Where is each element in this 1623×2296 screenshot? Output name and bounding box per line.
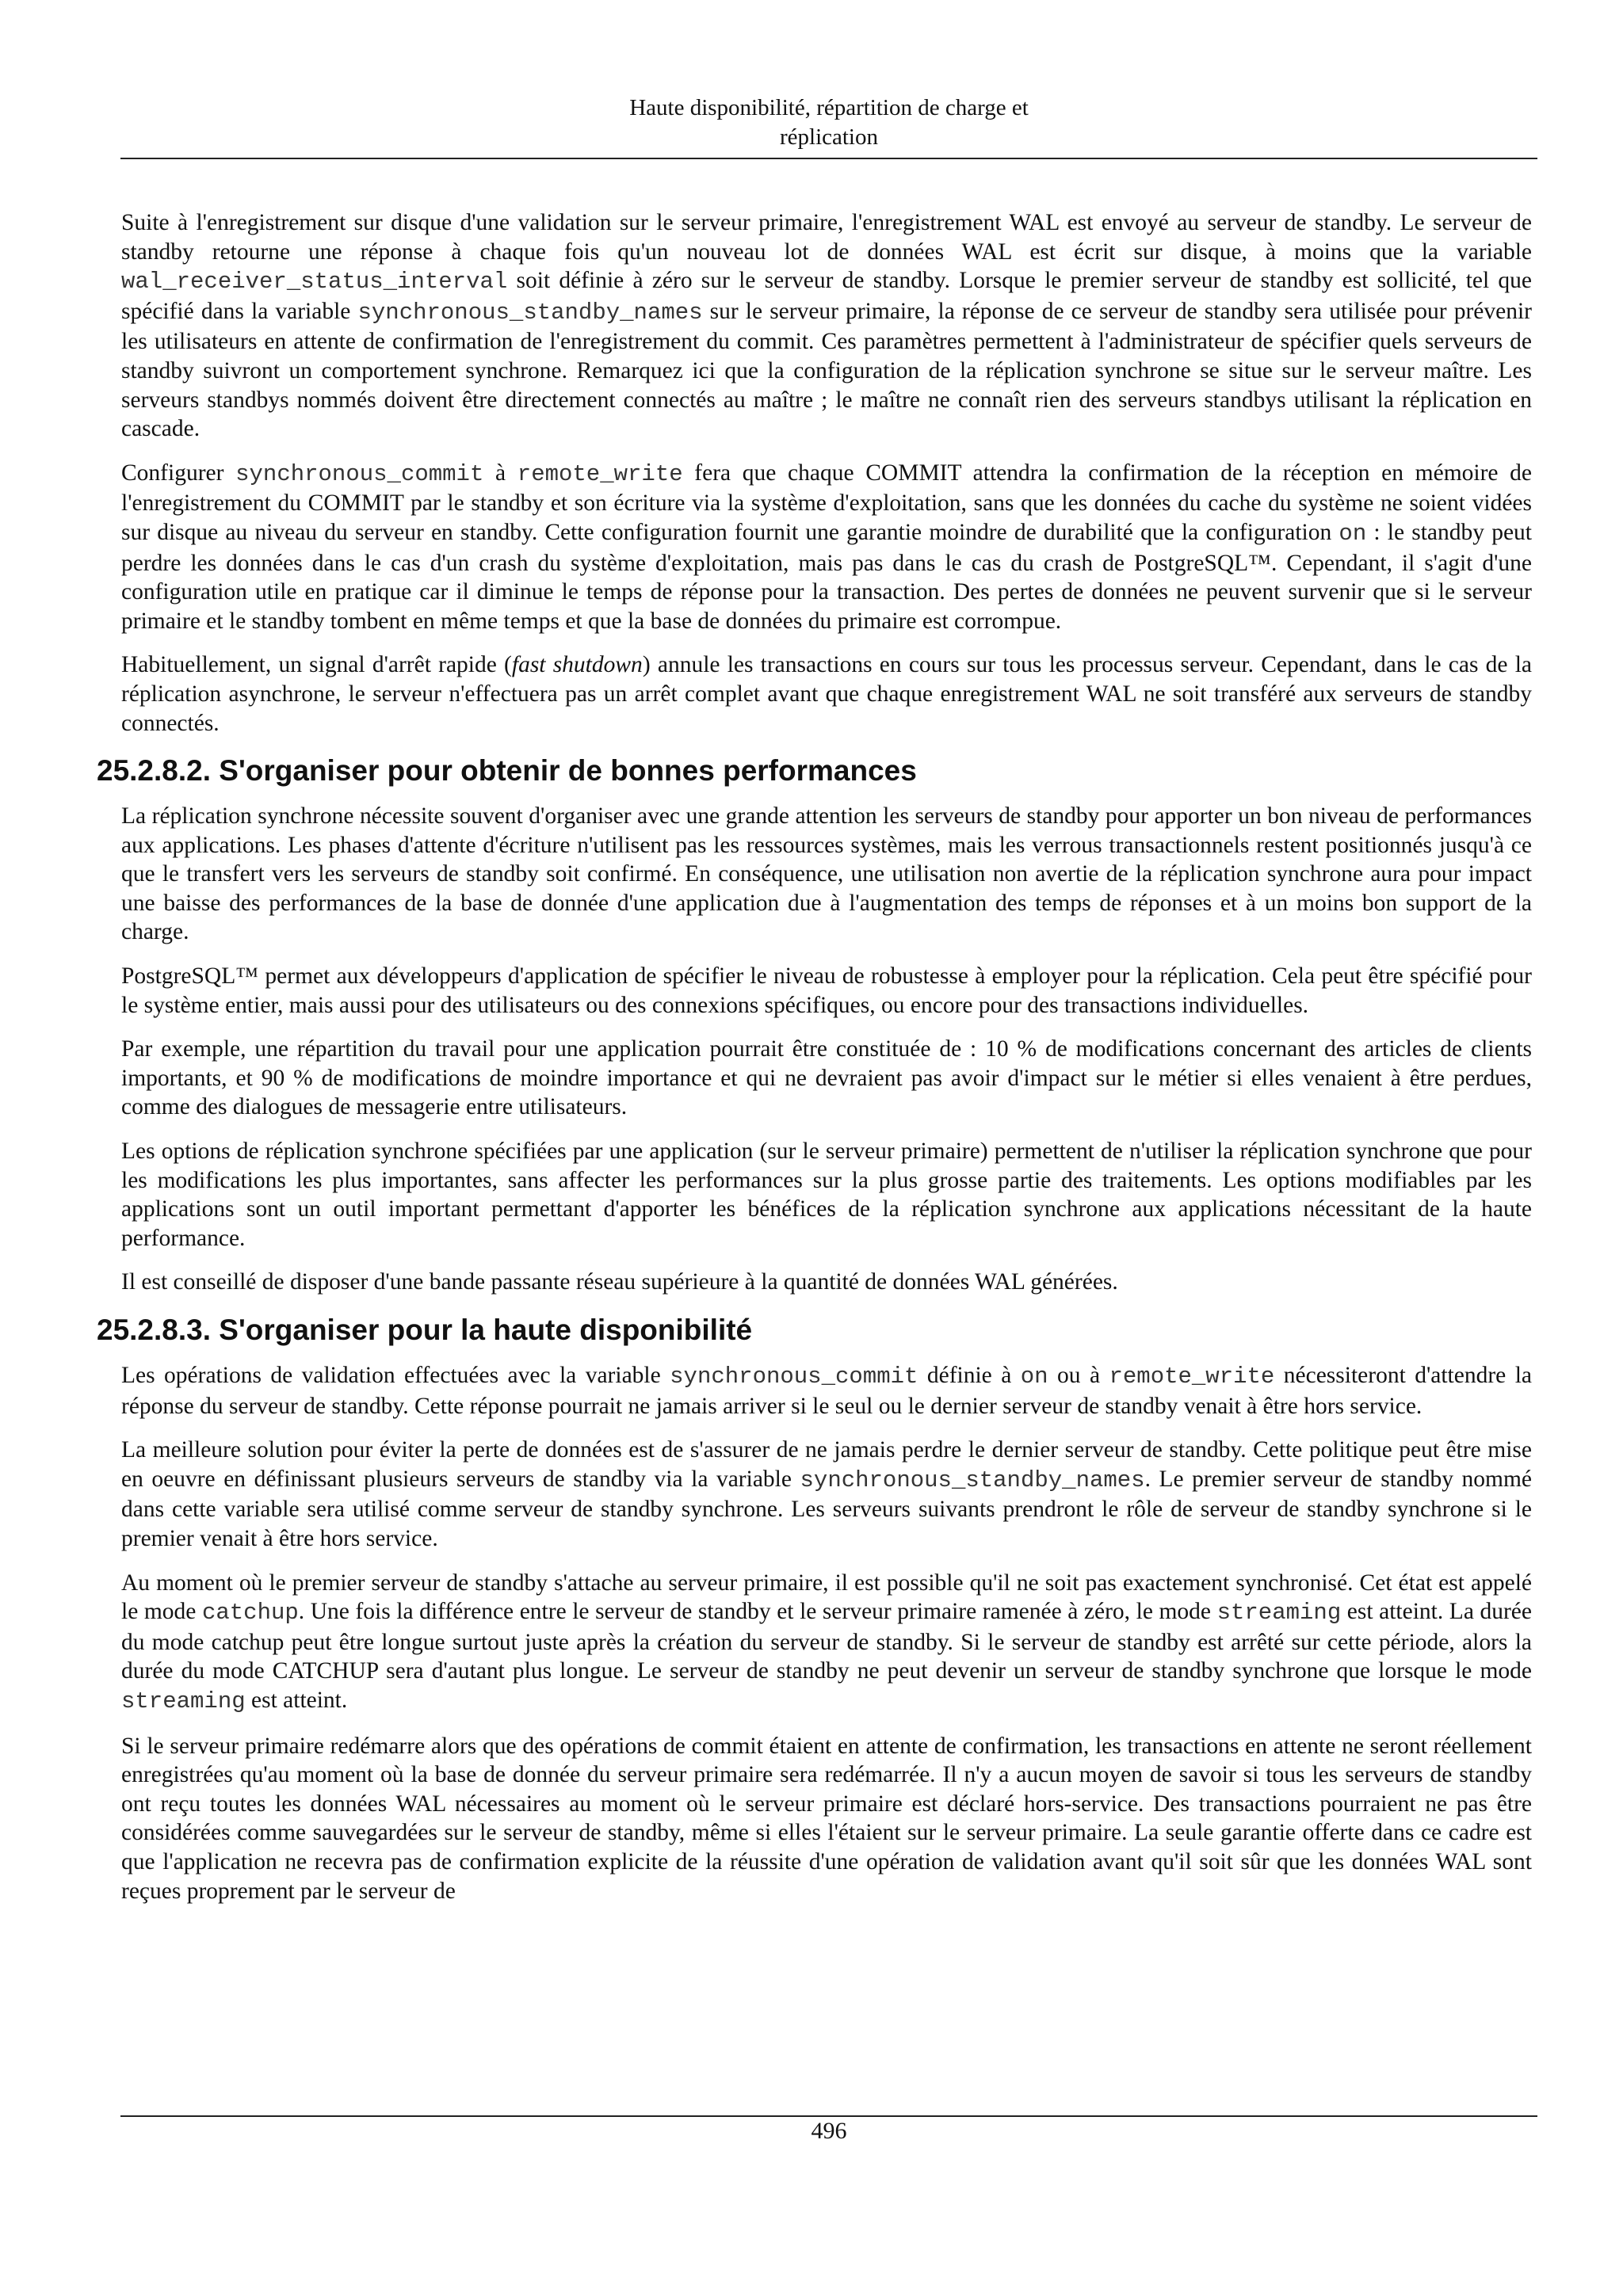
paragraph-robustness: PostgreSQL™ permet aux développeurs d'application de spécifier le niveau de robustesse à employer pour la réplication. Cela peut être spécifié pour le système entier, mais aussi pour des utilisateurs ou des connexions spécifiques, ou encore pour des transactions individuelles. (121, 963, 1532, 1018)
page-body (97, 208, 1533, 1920)
running-header (120, 93, 1537, 152)
inline-code: synchronous_standby_names (357, 299, 703, 326)
header-rule (120, 158, 1537, 159)
inline-code: on (1020, 1363, 1048, 1390)
paragraph-multiple-standbys: La meilleure solution pour éviter la perte de données est de s'assurer de ne jamais perdre le dernier serveur de standby. Cette politique peut être mise en oeuvre en définissant plusieurs serveurs de standby via la variable synchronous_standby_names. Le premier serveur de standby nommé dans cette variable sera utilisé comme serveur de standby synchrone. Les serveurs suivants prendront le rôle de serveur de standby synchrone si le premier venait à être hors service. (121, 1437, 1532, 1551)
paragraph-bandwidth: Il est conseillé de disposer d'une bande passante réseau supérieure à la quantité de données WAL générées. (121, 1269, 1118, 1295)
header-line-1: Haute disponibilité, répartition de charge et (629, 95, 1029, 120)
inline-code: streaming (1216, 1600, 1342, 1627)
section-heading-performance: 25.2.8.2. S'organiser pour obtenir de bonnes performances (97, 754, 917, 788)
inline-code: catchup (201, 1600, 299, 1627)
inline-code: remote_write (517, 460, 683, 487)
section-heading-high-availability: 25.2.8.3. S'organiser pour la haute disponibilité (97, 1314, 753, 1346)
paragraph-fast-shutdown: Habituellement, un signal d'arrêt rapide (fast shutdown) annule les transactions en cours sur tous les processus serveur. Cependant, dans le cas de la réplication asynchrone, le serveur n'effectuera pas un arrêt complet avant que chaque enregistrement WAL ne soit transféré aux serveurs de standby connectés. (121, 652, 1532, 736)
paragraph-performance: La réplication synchrone nécessite souvent d'organiser avec une grande attention les serveurs de standby pour apporter un bon niveau de performances aux applications. Les phases d'attente d'écriture n'utilisent pas les ressources systèmes, mais les verrous transactionnels restent positionnés jusqu'à ce que le transfert vers les serveurs de standby soit confirmé. En conséquence, une utilisation non avertie de la réplication synchrone aura pour impact une baisse des performances de la base de donnée d'une application due à l'augmentation des temps de réponses et à un moins bon support de la charge. (121, 803, 1532, 945)
inline-code: remote_write (1109, 1363, 1275, 1390)
paragraph-commit-wait: Les opérations de validation effectuées avec la variable synchronous_commit définie à on ou à remote_write nécessiteront d'attendre la réponse du serveur de standby. Cette réponse pourrait ne jamais arriver si le seul ou le dernier serveur de standby venait à être hors service. (121, 1363, 1532, 1419)
inline-code: wal_receiver_status_interval (121, 269, 508, 296)
inline-code: synchronous_standby_names (800, 1466, 1145, 1493)
page-number: 496 (811, 2118, 847, 2144)
inline-code: synchronous_commit (235, 460, 484, 487)
paragraph-example: Par exemple, une répartition du travail pour une application pourrait être constituée de : 10 % de modifications concernant des articles de clients importants, et 90 % de modifications de moindre importance et qui ne devraient pas avoir d'impact sur le métier si elles venaient à être perdues, comme des dialogues de messagerie entre utilisateurs. (121, 1036, 1532, 1120)
paragraph-options: Les options de réplication synchrone spécifiées par une application (sur le serveur primaire) permettent de n'utiliser la réplication synchrone que pour les modifications les plus importantes, sans affecter les performances sur la plus grosse partie des traitements. Les options modifiables par les applications sont un outil important permettant d'apporter les bénéfices de la réplication synchrone aux applications nécessitant de la haute performance. (121, 1138, 1532, 1251)
inline-code: on (1338, 520, 1367, 547)
header-line-2: réplication (779, 124, 878, 150)
paragraph-catchup: Au moment où le premier serveur de standby s'attache au serveur primaire, il est possible qu'il ne soit pas exactement synchronisé. Cet état est appelé le mode catchup. Une fois la différence entre le serveur de standby et le serveur primaire ramenée à zéro, le mode streaming est atteint. La durée du mode catchup peut être longue surtout juste après la création du serveur de standby. Si le serveur de standby est arrêté sur cette période, alors la durée du mode CATCHUP sera d'autant plus longue. Le serveur de standby ne peut devenir un serveur de standby synchrone que lorsque le mode streaming est atteint. (121, 1569, 1532, 1714)
inline-code: streaming (121, 1688, 246, 1714)
paragraph-remote-write: Configurer synchronous_commit à remote_write fera que chaque COMMIT attendra la confirmation de la réception en mémoire de l'enregistrement du COMMIT par le standby et son écriture via la système d'exploitation, sans que les données du cache du système ne soient vidées sur disque au niveau du serveur en standby. Cette configuration fournit une garantie moindre de durabilité que la configuration on : le standby peut perdre les données dans le cas d'un crash du système d'exploitation, mais pas dans le cas du crash de PostgreSQL™. Cependant, il s'agit d'une configuration utile en pratique car il diminue le temps de réponse pour la transaction. Des pertes de données ne peuvent survenir que si le serveur primaire et le standby tombent en même temps et que la base de données du primaire est corrompue. (121, 460, 1533, 634)
paragraph-sync-response: Suite à l'enregistrement sur disque d'une validation sur le serveur primaire, l'enregistrement WAL est envoyé au serveur de standby. Le serveur de standby retourne une réponse à chaque fois qu'un nouveau lot de données WAL est écrit sur disque, à moins que la variable wal_receiver_status_interval soit définie à zéro sur le serveur de standby. Lorsque le premier serveur de standby est sollicité, tel que spécifié dans la variable synchronous_standby_names sur le serveur primaire, la réponse de ce serveur de standby sera utilisée pour prévenir les utilisateurs en attente de confirmation de l'enregistrement du commit. Ces paramètres permettent à l'administrateur de spécifier quels serveurs de standby suivront un comportement synchrone. Remarquez ici que la configuration de la réplication synchrone se situe sur le serveur maître. Les serveurs standbys nommés doivent être directement connectés au maître ; le maître ne connaît rien des serveurs standbys utilisant la réplication en cascade. (121, 210, 1532, 442)
inline-code: synchronous_commit (670, 1363, 918, 1390)
emphasis: fast shutdown (511, 652, 643, 678)
paragraph-restart: Si le serveur primaire redémarre alors que des opérations de commit étaient en attente de confirmation, les transactions en attente ne seront réellement enregistrées qu'au moment où la base de donnée du serveur primaire sera redémarrée. Il n'y a aucun moyen de savoir si tous les serveurs de standby ont reçu toutes les données WAL nécessaires au moment où le serveur primaire est déclaré hors-service. Des transactions pourraient ne pas être considérées comme sauvegardées sur le serveur de standby, même si elles l'étaient sur le serveur primaire. La seule garantie offerte dans ce cadre est que l'application ne recevra pas de confirmation explicite de la réussite d'une opération de validation avant qu'il soit sûr que les données WAL sont reçues proprement par le serveur de (121, 1733, 1532, 1904)
